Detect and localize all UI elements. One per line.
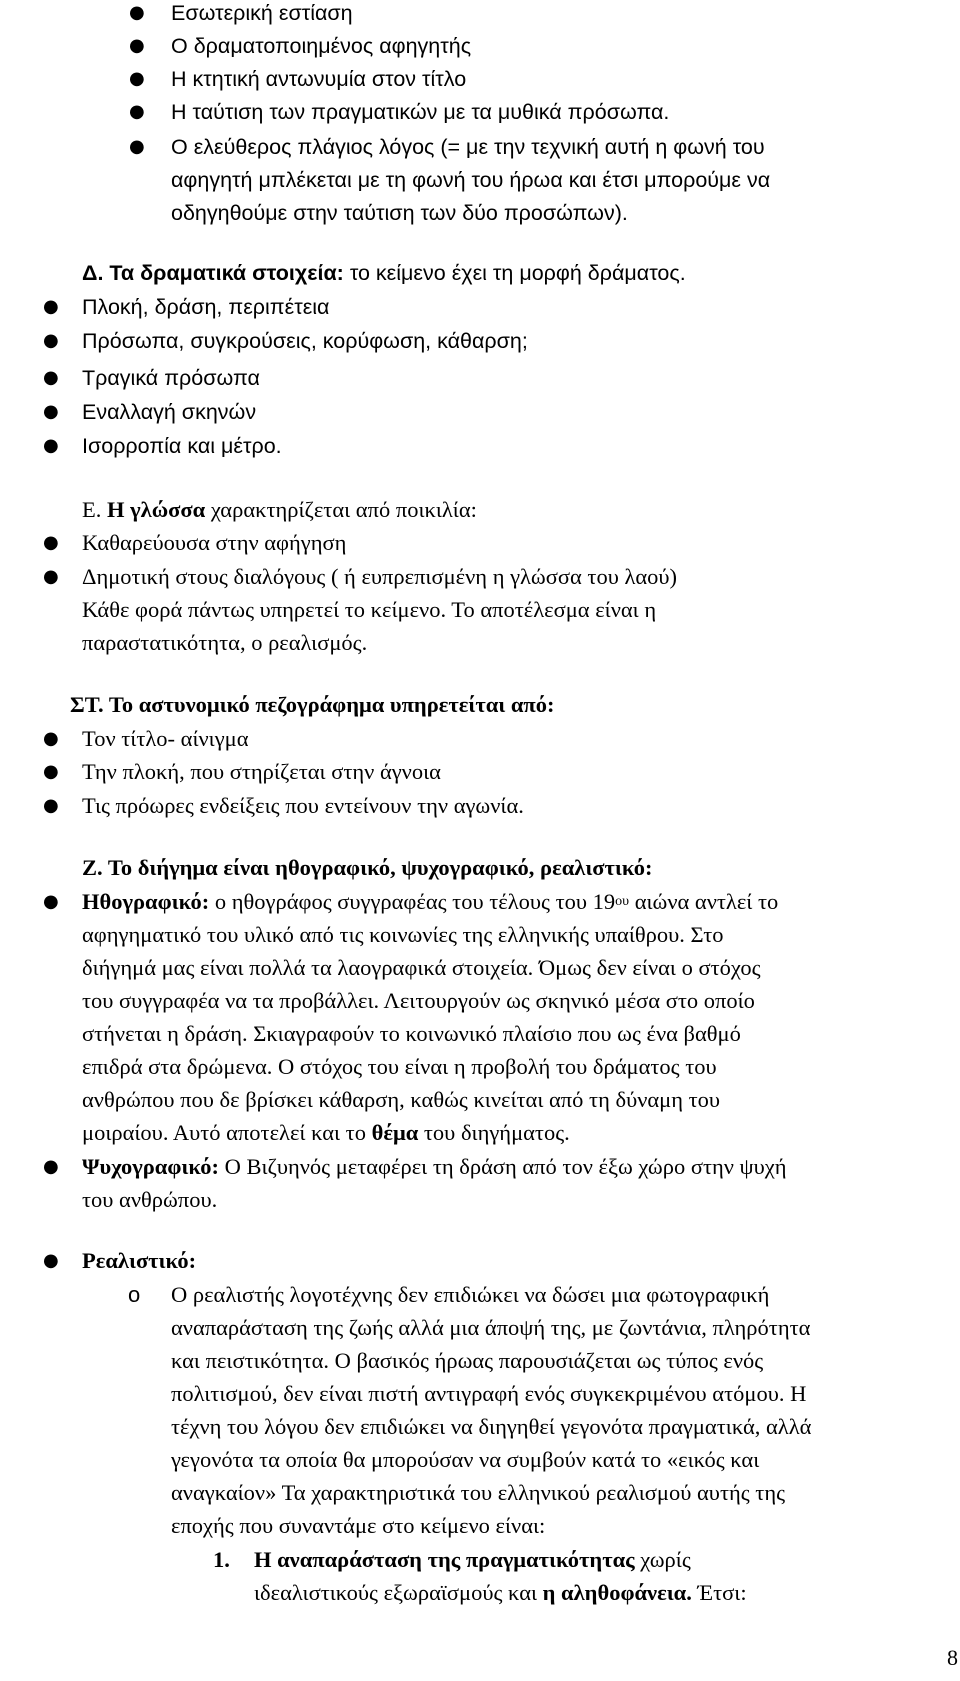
bullet-icon: ●: [43, 728, 59, 749]
list-item: Τον τίτλο- αίνιγμα: [82, 726, 249, 751]
list-item-line: οδηγηθούμε στην ταύτιση των δύο προσώπων).: [171, 201, 628, 225]
realistiko-label-bold: Ρεαλιστικό:: [82, 1248, 197, 1273]
paragraph-line: αφηγηματικό του υλικό από τις κοινωνίες της ελληνικής υπαίθρου. Στο: [82, 922, 724, 947]
numbered-item-line: [254, 1544, 691, 1576]
paragraph-line: επιδρά στα δρώμενα. Ο στόχος του είναι η προβολή του δράματος του: [82, 1054, 717, 1079]
bullet-icon: ●: [43, 330, 59, 351]
psychografiko-label: Ψυχογραφικό:: [82, 1154, 219, 1179]
list-item: Ισορροπία και μέτρο.: [82, 434, 282, 458]
paragraph-text: του διηγήματος.: [418, 1120, 570, 1145]
ithografiko-text: αιώνα αντλεί το: [629, 889, 779, 914]
bullet-icon: ●: [129, 35, 145, 56]
section-heading-d-bold: Δ. Τα δραματικά στοιχεία:: [82, 261, 344, 285]
page-number: 8: [947, 1645, 958, 1670]
bullet-icon: ●: [129, 2, 145, 23]
section-heading-d-text: το κείμενο έχει τη μορφή δράματος.: [343, 261, 686, 285]
section-heading-e-bold: Η γλώσσα: [107, 497, 206, 522]
bullet-icon: ●: [43, 891, 59, 912]
numbered-item-num: 1.: [213, 1547, 230, 1572]
list-item: Τις πρόωρες ενδείξεις που εντείνουν την αγωνία.: [82, 793, 524, 818]
realistiko-label: [82, 1245, 196, 1277]
list-item-line: αφηγητή μπλέκεται με τη φωνή του ήρωα και έτσι μπορούμε να: [171, 168, 771, 192]
numbered-item-number: [213, 1544, 230, 1576]
section-heading-e: [82, 494, 477, 526]
numbered-item-bold: Η αναπαράσταση της πραγματικότητας: [254, 1547, 635, 1572]
bullet-icon: ●: [43, 1250, 59, 1271]
list-item: Πλοκή, δράση, περιπέτεια: [82, 295, 330, 319]
list-item: Η κτητική αντωνυμία στον τίτλο: [171, 67, 467, 91]
paragraph-line: του συγγραφέα να τα προβάλλει. Λειτουργούν ως σκηνικό μέσα στο οποίο: [82, 988, 755, 1013]
circle-bullet-icon: o: [128, 1282, 141, 1307]
list-item: Καθαρεύουσα στην αφήγηση: [82, 530, 347, 555]
section-heading-e-text: χαρακτηρίζεται από ποικιλία:: [205, 497, 477, 522]
paragraph-line: Ο ρεαλιστής λογοτέχνης δεν επιδιώκει να δώσει μια φωτογραφική: [171, 1282, 770, 1307]
list-item: Δημοτική στους διαλόγους ( ή ευπρεπισμένη η γλώσσα του λαού): [82, 564, 678, 589]
bullet-icon: ●: [43, 761, 59, 782]
paragraph-bold: θέμα: [371, 1120, 419, 1145]
bullet-icon: ●: [43, 566, 59, 587]
paragraph-line: πολιτισμού, δεν είναι πιστή αντιγραφή ενός συγκεκριμένου ατόμου. Η: [171, 1381, 807, 1406]
list-item: Εναλλαγή σκηνών: [82, 400, 257, 424]
bullet-icon: ●: [129, 68, 145, 89]
bullet-icon: ●: [43, 795, 59, 816]
numbered-item-bold: η αληθοφάνεια.: [542, 1580, 692, 1605]
bullet-icon: ●: [43, 401, 59, 422]
section-heading-st: [70, 689, 554, 721]
paragraph-line: αναγκαίον» Τα χαρακτηριστικά του ελληνικού ρεαλισμού αυτής της: [171, 1480, 786, 1505]
paragraph-line: του ανθρώπου.: [82, 1187, 218, 1212]
numbered-item-text: χωρίς: [634, 1547, 691, 1572]
bullet-icon: ●: [43, 296, 59, 317]
bullet-icon: ●: [43, 532, 59, 553]
ithografiko-line: [82, 886, 778, 918]
paragraph-text: μοιραίου. Αυτό αποτελεί και το: [82, 1120, 372, 1145]
section-heading-st-bold: ΣΤ. Το αστυνομικό πεζογράφημα υπηρετείται από:: [70, 692, 555, 717]
psychografiko-line: [82, 1151, 787, 1183]
ithografiko-text: ο ηθογράφος συγγραφέας του τέλους του 19: [209, 889, 616, 914]
bullet-icon: ●: [43, 1156, 59, 1177]
list-item: Πρόσωπα, συγκρούσεις, κορύφωση, κάθαρση;: [82, 329, 528, 353]
paragraph-line: και πειστικότητα. Ο βασικός ήρωας παρουσιάζεται ως τύπος ενός: [171, 1348, 764, 1373]
bullet-icon: ●: [43, 435, 59, 456]
paragraph-line: εποχής που συναντάμε στο κείμενο είναι:: [171, 1513, 546, 1538]
list-item: Η ταύτιση των πραγματικών με τα μυθικά πρόσωπα.: [171, 100, 670, 124]
section-heading-e-prefix: Ε.: [82, 497, 107, 522]
ithografiko-label: Ηθογραφικό:: [82, 889, 210, 914]
numbered-item-text: Έτσι:: [691, 1580, 747, 1605]
paragraph-line: [82, 1117, 570, 1149]
superscript: ου: [615, 894, 630, 909]
bullet-icon: ●: [129, 136, 145, 157]
paragraph-line: διήγημά μας είναι πολλά τα λαογραφικά στοιχεία. Όμως δεν είναι ο στόχος: [82, 955, 761, 980]
numbered-item-line: [254, 1577, 747, 1609]
list-item: Τραγικά πρόσωπα: [82, 366, 260, 390]
paragraph-line: ανθρώπου που δε βρίσκει κάθαρση, καθώς κινείται από τη δύναμη του: [82, 1087, 721, 1112]
list-item-line: Ο ελεύθερος πλάγιος λόγος (= με την τεχνική αυτή η φωνή του: [171, 135, 765, 159]
list-item: Εσωτερική εστίαση: [171, 1, 353, 25]
numbered-item-text: ιδεαλιστικούς εξωραϊσμούς και: [254, 1580, 543, 1605]
paragraph-line: Κάθε φορά πάντως υπηρετεί το κείμενο. Το αποτέλεσμα είναι η: [82, 597, 657, 622]
bullet-icon: ●: [129, 101, 145, 122]
list-item: Την πλοκή, που στηρίζεται στην άγνοια: [82, 759, 441, 784]
psychografiko-text: Ο Βιζυηνός μεταφέρει τη δράση από τον έξω χώρο στην ψυχή: [218, 1154, 787, 1179]
section-heading-d: [82, 257, 686, 289]
paragraph-line: γεγονότα τα οποία θα μπορούσαν να συμβούν κατά το «εικός και: [171, 1447, 760, 1472]
paragraph-line: αναπαράσταση της ζωής αλλά μια άποψή της, με ζωντάνια, πληρότητα: [171, 1315, 811, 1340]
paragraph-line: τέχνη του λόγου δεν επιδιώκει να διηγηθεί γεγονότα πραγματικά, αλλά: [171, 1414, 812, 1439]
section-heading-z-bold: Ζ. Το διήγημα είναι ηθογραφικό, ψυχογραφικό, ρεαλιστικό:: [82, 855, 653, 880]
bullet-icon: ●: [43, 367, 59, 388]
section-heading-z: [82, 852, 652, 884]
paragraph-line: παραστατικότητα, ο ρεαλισμός.: [82, 630, 368, 655]
paragraph-line: στήνεται η δράση. Σκιαγραφούν το κοινωνικό πλαίσιο που ως ένα βαθμό: [82, 1021, 741, 1046]
list-item: Ο δραματοποιημένος αφηγητής: [171, 34, 472, 58]
